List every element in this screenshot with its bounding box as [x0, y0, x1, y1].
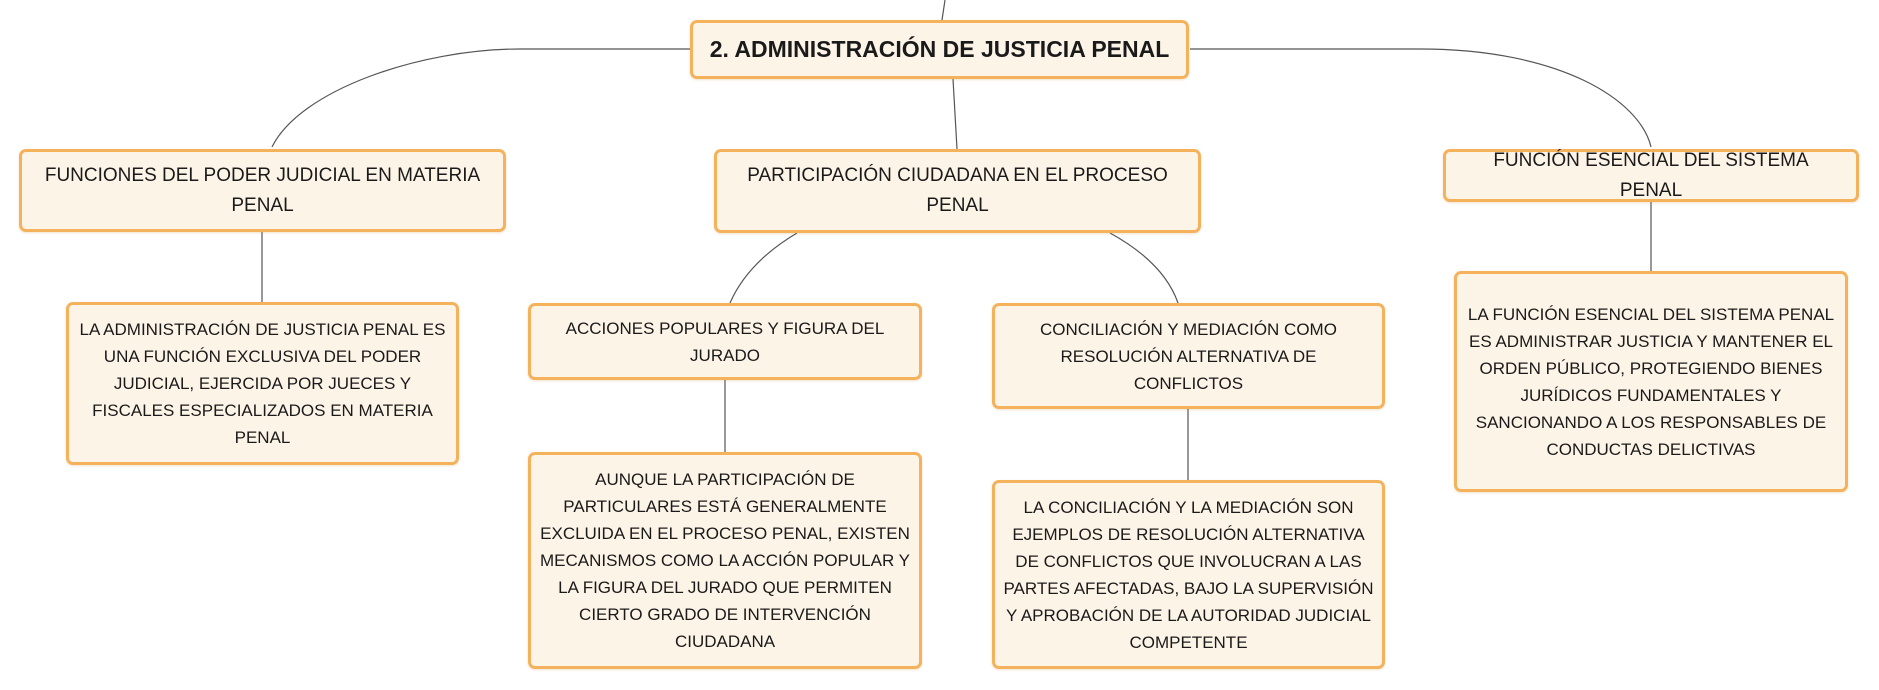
root-node[interactable] [690, 20, 1189, 79]
root-label: 2. ADMINISTRACIÓN DE JUSTICIA PENAL [709, 36, 1170, 62]
topic-poder-judicial-label: FUNCIONES DEL PODER JUDICIAL EN MATERIA PENAL [44, 164, 481, 216]
detail-acciones-populares[interactable] [528, 452, 922, 669]
topic-participacion-ciudadana[interactable] [714, 149, 1201, 233]
connector-participacion-to-acciones [730, 233, 797, 303]
subtopic-conciliacion-mediacion-label: CONCILIACIÓN Y MEDIACIÓN COMO RESOLUCIÓN ALTERNATIVA DE CONFLICTOS [1040, 319, 1337, 393]
detail-funcion-esencial[interactable] [1454, 271, 1848, 492]
detail-funcion-esencial-text: LA FUNCIÓN ESENCIAL DEL SISTEMA PENAL ES ADMINISTRAR JUSTICIA Y MANTENER EL ORDEN PÚBLICO, PROTEGIENDO BIENES JURÍDICOS FUNDAMENTALES Y SANCIONANDO A LOS RESPONSABLES DE CONDUCTAS DELICTIVAS [1467, 304, 1835, 459]
connector-root-to-poder-judicial [272, 49, 690, 147]
connector-root-to-funcion-esencial [1190, 49, 1651, 147]
connector-to-root-top [942, 0, 945, 20]
topic-participacion-ciudadana-label: PARTICIPACIÓN CIUDADANA EN EL PROCESO PENAL [747, 165, 1168, 216]
connector-root-to-participacion [953, 79, 957, 149]
detail-poder-judicial-text: LA ADMINISTRACIÓN DE JUSTICIA PENAL ES UNA FUNCIÓN EXCLUSIVA DEL PODER JUDICIAL, EJERCIDA POR JUECES Y FISCALES ESPECIALIZADOS EN MATERIA PENAL [79, 320, 446, 447]
connector-participacion-to-conciliacion [1110, 233, 1178, 303]
subtopic-conciliacion-mediacion[interactable] [992, 303, 1385, 409]
topic-funcion-esencial-label: FUNCIÓN ESENCIAL DEL SISTEMA PENAL [1493, 149, 1809, 201]
detail-conciliacion-mediacion-text: LA CONCILIACIÓN Y LA MEDIACIÓN SON EJEMPLOS DE RESOLUCIÓN ALTERNATIVA DE CONFLICTOS QUE INVOLUCRAN A LAS PARTES AFECTADAS, BAJO LA SUPERVISIÓN Y APROBACIÓN DE LA AUTORIDAD JUDICIAL COMPETENTE [1003, 497, 1374, 652]
subtopic-acciones-populares[interactable] [528, 303, 922, 380]
topic-poder-judicial[interactable] [19, 149, 506, 232]
subtopic-acciones-populares-label: ACCIONES POPULARES Y FIGURA DEL JURADO [565, 318, 885, 365]
topic-funcion-esencial[interactable] [1443, 149, 1859, 202]
detail-poder-judicial[interactable] [66, 302, 459, 465]
detail-acciones-populares-text: AUNQUE LA PARTICIPACIÓN DE PARTICULARES ESTÁ GENERALMENTE EXCLUIDA EN EL PROCESO PENAL, EXISTEN MECANISMOS COMO LA ACCIÓN POPULAR Y LA FIGURA DEL JURADO QUE PERMITEN CIERTO GRADO DE INTERVENCIÓN CIUDADANA [540, 470, 910, 651]
detail-conciliacion-mediacion[interactable] [992, 480, 1385, 669]
